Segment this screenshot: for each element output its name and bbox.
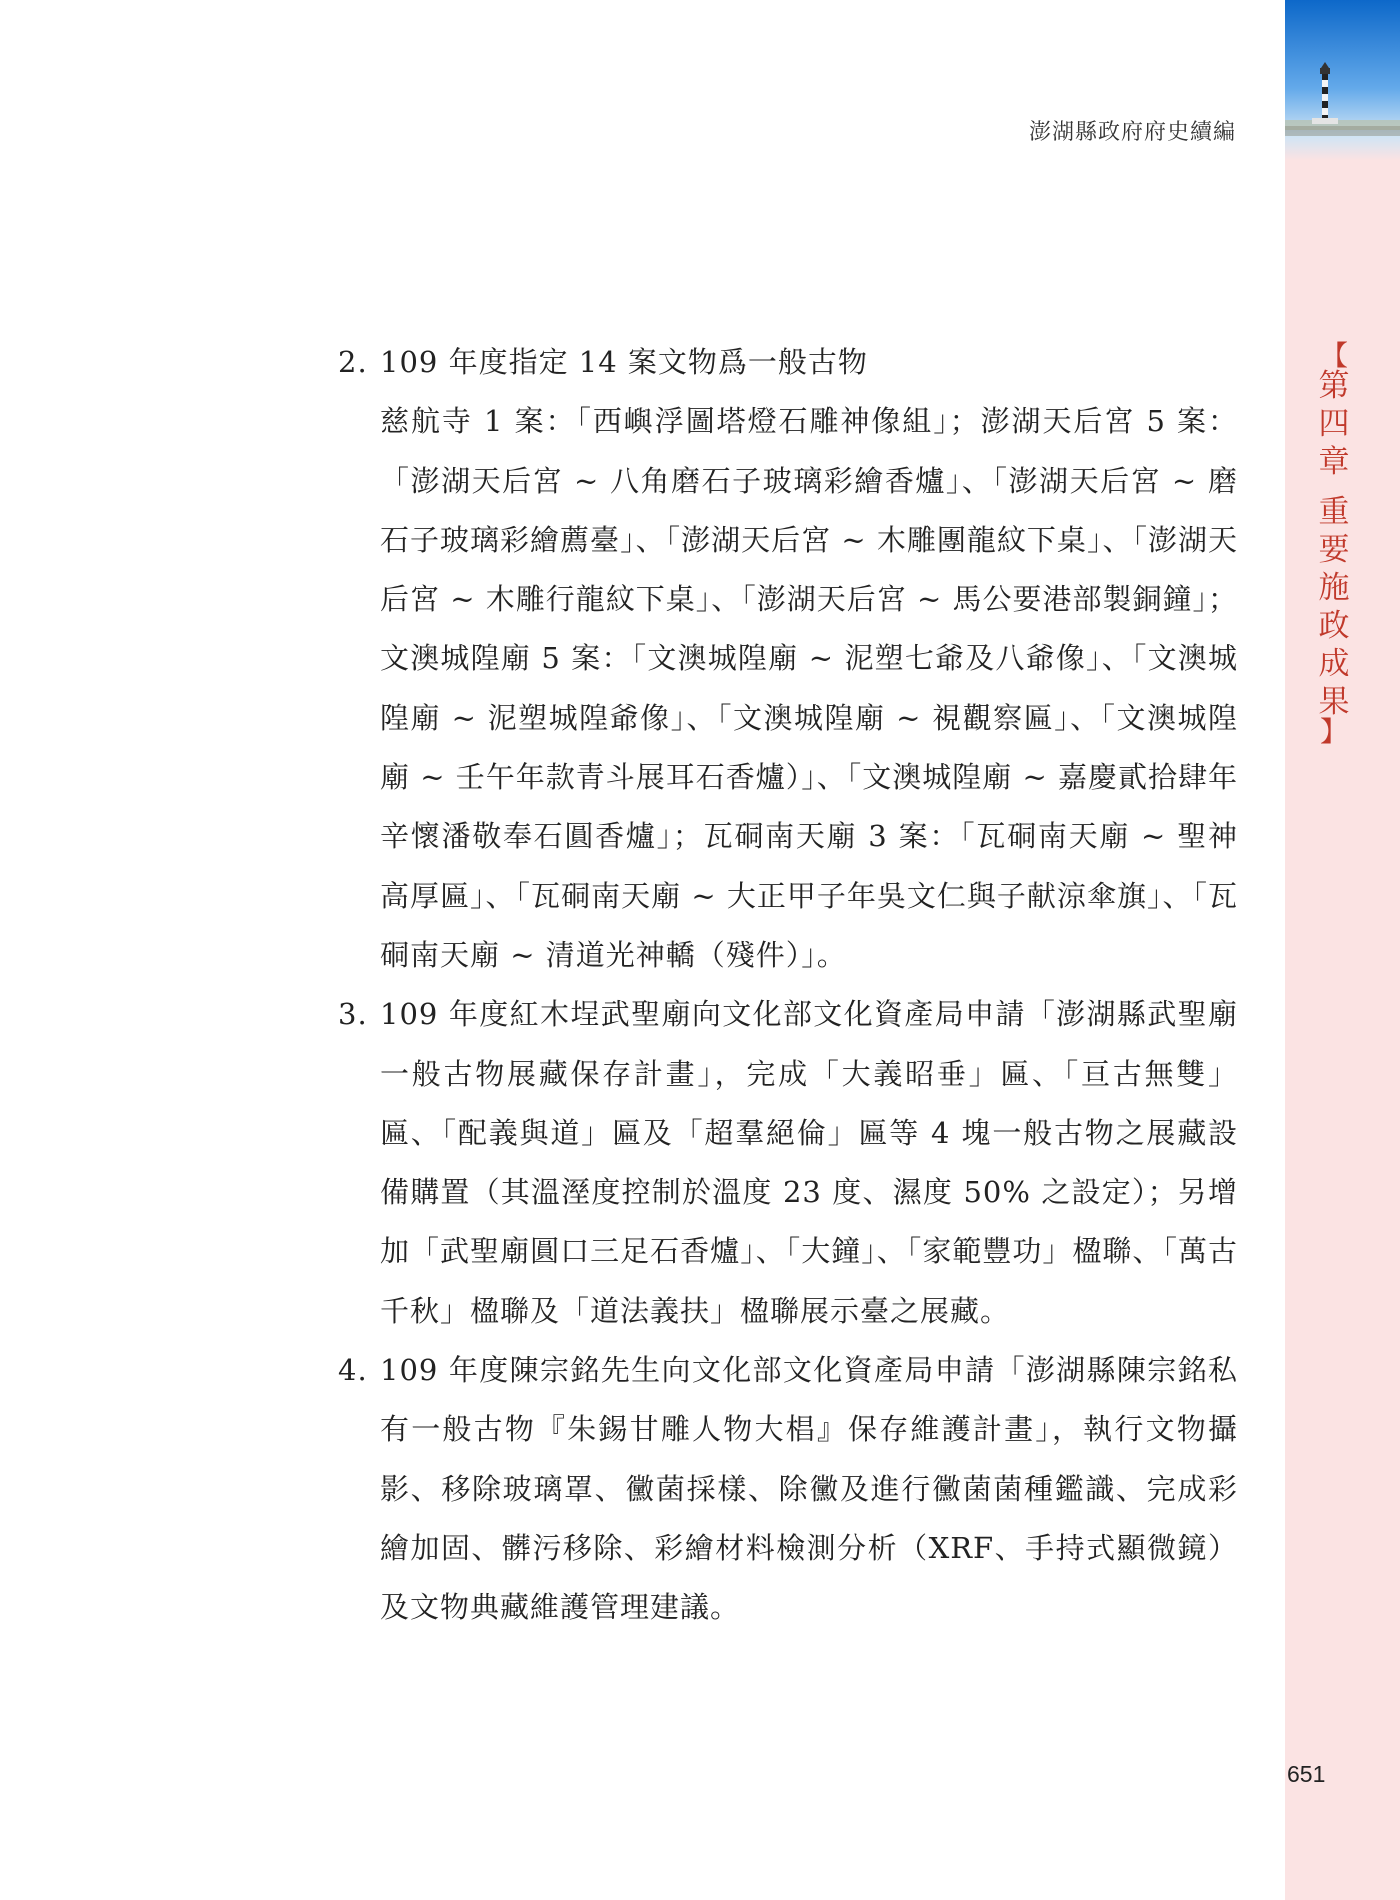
chapter-tab-char: 四 bbox=[1318, 406, 1350, 442]
list-item bbox=[338, 333, 1238, 985]
chapter-tab bbox=[1318, 339, 1350, 748]
chapter-tab-title-char: 政 bbox=[1318, 608, 1350, 644]
chapter-tab-close-bracket: 】 bbox=[1319, 715, 1348, 748]
chapter-tab-char: 章 bbox=[1318, 444, 1350, 480]
item-number: 2. bbox=[338, 345, 368, 379]
list-item bbox=[338, 1341, 1238, 1637]
list-item bbox=[338, 985, 1238, 1341]
item-body: 109 年度陳宗銘先生向文化部文化資產局申請「澎湖縣陳宗銘私有一般古物『朱錫甘雕人物大椙』保存維護計畫」，執行文物攝影、移除玻璃罩、黴菌採樣、除黴及進行黴菌菌種鑑識、完成彩繪加固、髒污移除、彩繪材料檢測分析（XRF、手持式顯微鏡）及文物典藏維護管理建議。 bbox=[380, 1353, 1238, 1625]
main-content bbox=[338, 333, 1238, 1638]
chapter-tab-title-char: 果 bbox=[1318, 684, 1350, 720]
chapter-tab-gap bbox=[1318, 481, 1350, 493]
item-title: 109 年度指定 14 案文物爲一般古物 bbox=[380, 345, 868, 379]
chapter-tab-char: 第 bbox=[1318, 368, 1350, 404]
chapter-tab-title-char: 施 bbox=[1318, 570, 1350, 606]
item-body: 109 年度紅木埕武聖廟向文化部文化資產局申請「澎湖縣武聖廟一般古物展藏保存計畫」，完成「大義昭垂」匾、「亘古無雙」匾、「配義與道」匾及「超羣絕倫」匾等 4 塊一般古物之展藏設備購置（其溫溼度控制於溫度 23 度、濕度 50% 之設定）；另增加「武聖廟圓口三足石香爐」、「大鐘」、「家範豐功」楹聯、「萬古千秋」楹聯及「道法義扶」楹聯展示臺之展藏。 bbox=[380, 997, 1238, 1328]
page-number: 651 bbox=[1287, 1761, 1326, 1787]
lighthouse-photo bbox=[1285, 0, 1400, 160]
chapter-tab-title-char: 重 bbox=[1318, 494, 1350, 530]
lighthouse-image bbox=[1285, 0, 1400, 160]
chapter-tab-title-char: 成 bbox=[1318, 646, 1350, 682]
chapter-tab-title-char: 要 bbox=[1318, 532, 1350, 568]
item-number: 4. bbox=[338, 1353, 368, 1388]
side-strip bbox=[1285, 0, 1400, 1900]
running-header: 澎湖縣政府府史續編 bbox=[1028, 120, 1236, 145]
item-number: 3. bbox=[338, 997, 368, 1032]
item-body: 慈航寺 1 案：「西嶼浮圖塔燈石雕神像組」；澎湖天后宮 5 案：「澎湖天后宮 ~ 八角磨石子玻璃彩繪香爐」、「澎湖天后宮 ~ 磨石子玻璃彩繪薦臺」、「澎湖天后宮 ~ 木雕團龍紋下桌」、「澎湖天后宮 ~ 木雕行龍紋下桌」、「澎湖天后宮 ~ 馬公要港部製銅鐘」；文澳城隍廟 5 案：「文澳城隍廟 ~ 泥塑七爺及八爺像」、「文澳城隍廟 ~ 泥塑城隍爺像」、「文澳城隍廟 ~ 視觀察匾」、「文澳城隍廟 ~ 壬午年款青斗展耳石香爐）」、「文澳城隍廟 ~ 嘉慶貳拾肆年辛懷潘敬奉石圓香爐」；瓦硐南天廟 3 案：「瓦硐南天廟 ~ 聖神高厚匾」、「瓦硐南天廟 ~ 大正甲子年吳文仁與子献涼傘旗」、「瓦硐南天廟 ~ 清道光神轎（殘件）」。 bbox=[380, 404, 1238, 972]
chapter-tab-open-bracket: 【 bbox=[1319, 339, 1348, 372]
